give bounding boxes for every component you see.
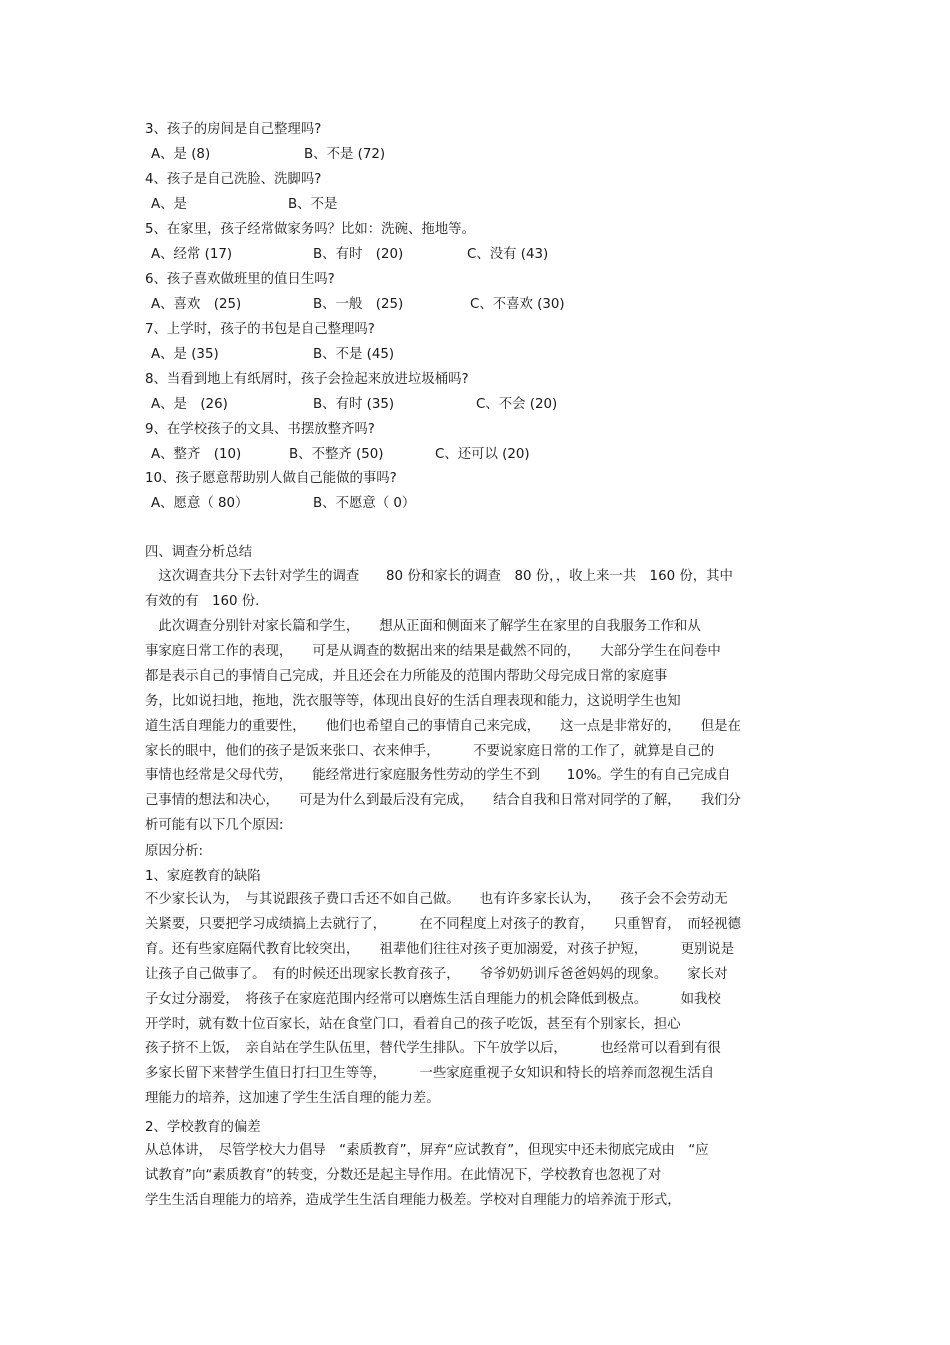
paragraph-line: 析可能有以下几个原因: bbox=[145, 818, 284, 834]
option-5b: B、有时 (20) bbox=[313, 247, 404, 262]
option-8a: A、是 (26) bbox=[151, 397, 228, 412]
paragraph-line: 从总体讲， 尽管学校大力倡导 “素质教育”，屏弃“应试教育”，但现实中还未彻底完成由 “应 bbox=[145, 1143, 709, 1158]
paragraph-line: 子女过分溺爱， 将孩子在家庭范围内经常可以磨炼生活自理能力的机会降低到极点。 如我校 bbox=[145, 991, 721, 1007]
option-9c: C、还可以 (20) bbox=[435, 447, 530, 462]
option-8c: C、不会 (20) bbox=[476, 397, 558, 412]
question-9: 9、在学校孩子的文具、书摆放整齐吗? bbox=[145, 422, 375, 437]
paragraph-line: 道生活自理能力的重要性， 他们也希望自己的事情自己来完成， 这一点是非常好的， 但是在 bbox=[145, 718, 741, 734]
question-4: 4、孩子是自己洗脸、洗脚吗? bbox=[145, 172, 322, 187]
section-title: 四、调查分析总结 bbox=[145, 545, 253, 560]
paragraph-school-education bbox=[145, 1139, 805, 1214]
option-10b: B、不愿意（ 0） bbox=[313, 496, 416, 511]
paragraph-line: 事情也经常是父母代劳， 能经常进行家庭服务性劳动的学生不到 10%。学生的有自己完成自 bbox=[145, 768, 731, 784]
question-8: 8、当看到地上有纸屑时，孩子会捡起来放进垃圾桶吗? bbox=[145, 372, 469, 387]
paragraph-line: 都是表示自己的事情自己完成，并且还会在力所能及的范围内帮助父母完成日常的家庭事 bbox=[145, 668, 668, 684]
paragraph-line: 事家庭日常工作的表现， 可是从调查的数据出来的结果是截然不同的， 大部分学生在问卷中 bbox=[145, 643, 721, 659]
option-4b: B、不是 bbox=[288, 197, 338, 212]
subsection-2-title: 2、学校教育的偏差 bbox=[145, 1120, 261, 1135]
question-5: 5、在家里，孩子经常做家务吗？比如：洗碗、拖地等。 bbox=[145, 222, 475, 237]
reason-title: 原因分析: bbox=[145, 844, 204, 859]
paragraph-family-education bbox=[145, 888, 805, 1112]
paragraph-line: 己事情的想法和决心， 可是为什么到最后没有完成， 结合自我和日常对同学的了解， 我们分 bbox=[145, 793, 741, 809]
subsection-1-title: 1、家庭教育的缺陷 bbox=[145, 869, 261, 884]
paragraph-line: 不少家长认为， 与其说跟孩子费口舌还不如自己做。 也有许多家长认为， 孩子会不会劳动无 bbox=[145, 892, 728, 907]
paragraph-line: 这次调查共分下去针对学生的调查 80 份和家长的调查 80 份，，收上来一共 160 份，其中 bbox=[145, 569, 733, 584]
option-7b: B、不是 (45) bbox=[313, 347, 395, 362]
paragraph-summary-1 bbox=[145, 565, 805, 615]
paragraph-line: 家长的眼中，他们的孩子是饭来张口、衣来伸手， 不要说家庭日常的工作了，就算是自己的 bbox=[145, 743, 715, 759]
paragraph-line: 多家长留下来替学生值日打扫卫生等等， 一些家庭重视子女知识和特长的培养而忽视生活自 bbox=[145, 1066, 715, 1082]
paragraph-line: 有效的有 160 份. bbox=[145, 593, 260, 609]
paragraph-line: 务，比如说扫地，拖地，洗衣服等等，体现出良好的生活自理表现和能力，这说明学生也知 bbox=[145, 693, 681, 709]
option-6b: B、一般 (25) bbox=[313, 297, 404, 312]
paragraph-line: 孩子挤不上饭， 亲自站在学生队伍里，替代学生排队。下午放学以后， 也经常可以看到有很 bbox=[145, 1041, 721, 1057]
question-7: 7、上学时，孩子的书包是自己整理吗? bbox=[145, 322, 375, 337]
question-6: 6、孩子喜欢做班里的值日生吗? bbox=[145, 272, 335, 287]
option-5c: C、没有 (43) bbox=[467, 247, 549, 262]
question-10: 10、孩子愿意帮助别人做自己能做的事吗? bbox=[145, 471, 397, 486]
option-6c: C、不喜欢 (30) bbox=[470, 297, 565, 312]
paragraph-line: 关紧要，只要把学习成绩搞上去就行了， 在不同程度上对孩子的教育， 只重智育， 而轻视德 bbox=[145, 916, 741, 932]
paragraph-line: 试教育”向“素质教育”的转变，分数还是起主导作用。在此情况下，学校教育也忽视了对 bbox=[145, 1167, 662, 1183]
paragraph-line: 让孩子自己做事了。 有的时候还出现家长教育孩子， 爷爷奶奶训斥爸爸妈妈的现象。 家长对 bbox=[145, 966, 728, 982]
option-9a: A、整齐 (10) bbox=[151, 447, 242, 462]
paragraph-line: 育。还有些家庭隔代教育比较突出， 祖辈他们往往对孩子更加溺爱，对孩子护短， 更别说是 bbox=[145, 941, 735, 957]
option-4a: A、是 bbox=[151, 197, 187, 212]
option-3a: A、是 (8) bbox=[151, 147, 211, 162]
option-8b: B、有时 (35) bbox=[313, 397, 395, 412]
question-3: 3、孩子的房间是自己整理吗? bbox=[145, 122, 322, 137]
option-9b: B、不整齐 (50) bbox=[289, 447, 384, 462]
paragraph-line: 理能力的培养，这加速了学生生活自理的能力差。 bbox=[145, 1091, 440, 1107]
option-7a: A、是 (35) bbox=[151, 347, 219, 362]
paragraph-summary-2 bbox=[145, 615, 805, 839]
option-5a: A、经常 (17) bbox=[151, 247, 233, 262]
option-10a: A、愿意（ 80） bbox=[151, 496, 249, 511]
paragraph-line: 学生生活自理能力的培养，造成学生生活自理能力极差。学校对自理能力的培养流于形式， bbox=[145, 1192, 681, 1208]
paragraph-line: 此次调查分别针对家长篇和学生， 想从正面和侧面来了解学生在家里的自我服务工作和从 bbox=[145, 619, 701, 634]
option-3b: B、不是 (72) bbox=[304, 147, 386, 162]
paragraph-line: 开学时，就有数十位百家长，站在食堂门口，看着自己的孩子吃饭，甚至有个别家长，担心 bbox=[145, 1016, 681, 1032]
option-6a: A、喜欢 (25) bbox=[151, 297, 242, 312]
